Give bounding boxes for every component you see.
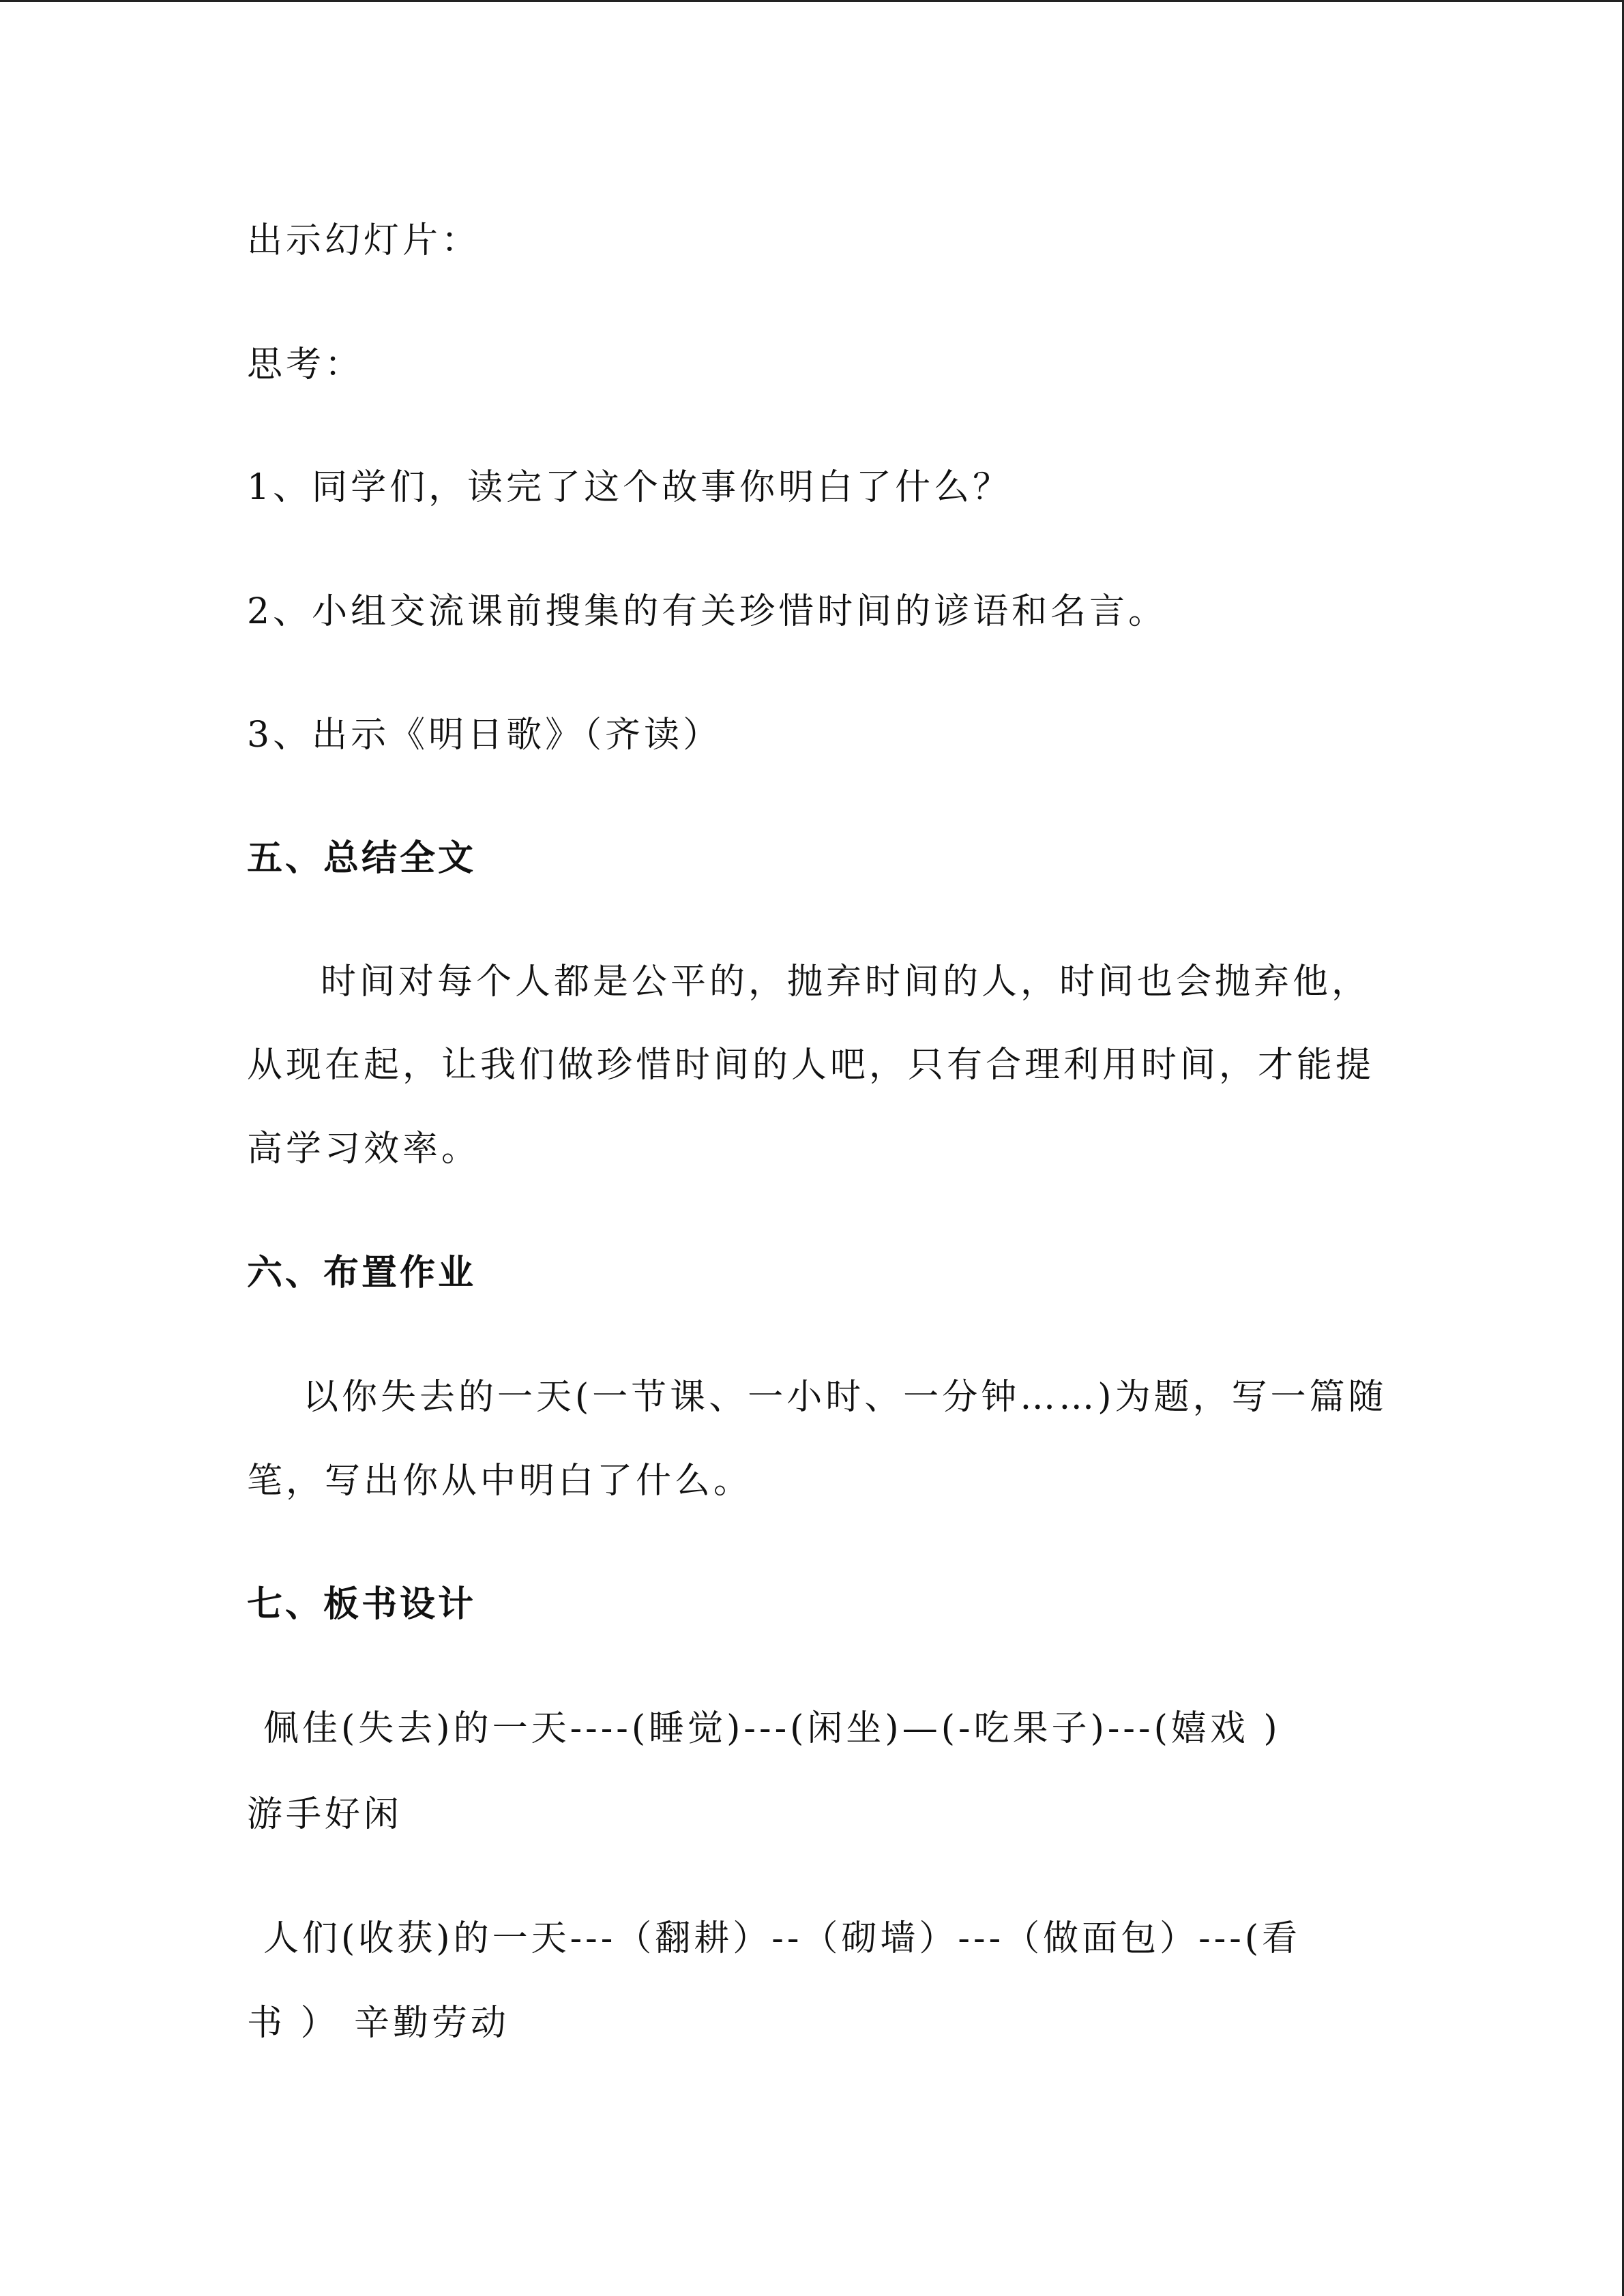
section-5-paragraph-line-3: 高学习效率。: [247, 1129, 481, 1169]
slide-intro-text: 出示幻灯片：: [247, 220, 481, 261]
board-line-1: 佩佳(失去)的一天----(睡觉)---(闲坐)—(-吃果子)---(嬉戏 ): [263, 1708, 1281, 1749]
section-5-paragraph-line-2: 从现在起，让我们做珍惜时间的人吧，只有合理利用时间，才能提: [247, 1045, 1375, 1086]
section-5-title: 五、总结全文: [247, 838, 477, 879]
question-1: 1、同学们，读完了这个故事你明白了什么？: [247, 467, 1012, 508]
section-6-title: 六、布置作业: [247, 1253, 477, 1294]
question-3: 3、出示《明日歌》（齐读）: [247, 715, 722, 756]
section-6-paragraph-line-2: 笔，写出你从中明白了什么。: [247, 1461, 753, 1502]
section-7-title: 七、板书设计: [247, 1584, 477, 1625]
section-5-paragraph-line-1: 时间对每个人都是公平的，抛弃时间的人，时间也会抛弃他，: [321, 961, 1371, 1002]
board-line-3: 人们(收获)的一天---（翻耕）--（砌墙）---（做面包）---(看: [263, 1918, 1301, 1959]
question-2: 2、小组交流课前搜集的有关珍惜时间的谚语和名言。: [247, 591, 1168, 632]
section-6-paragraph-line-1: 以你失去的一天(一节课、一小时、一分钟……)为题，写一篇随: [303, 1377, 1387, 1418]
board-line-4: 书 ） 辛勤劳动: [247, 2003, 510, 2044]
board-line-2: 游手好闲: [247, 1794, 403, 1835]
think-label: 思考：: [247, 344, 364, 385]
